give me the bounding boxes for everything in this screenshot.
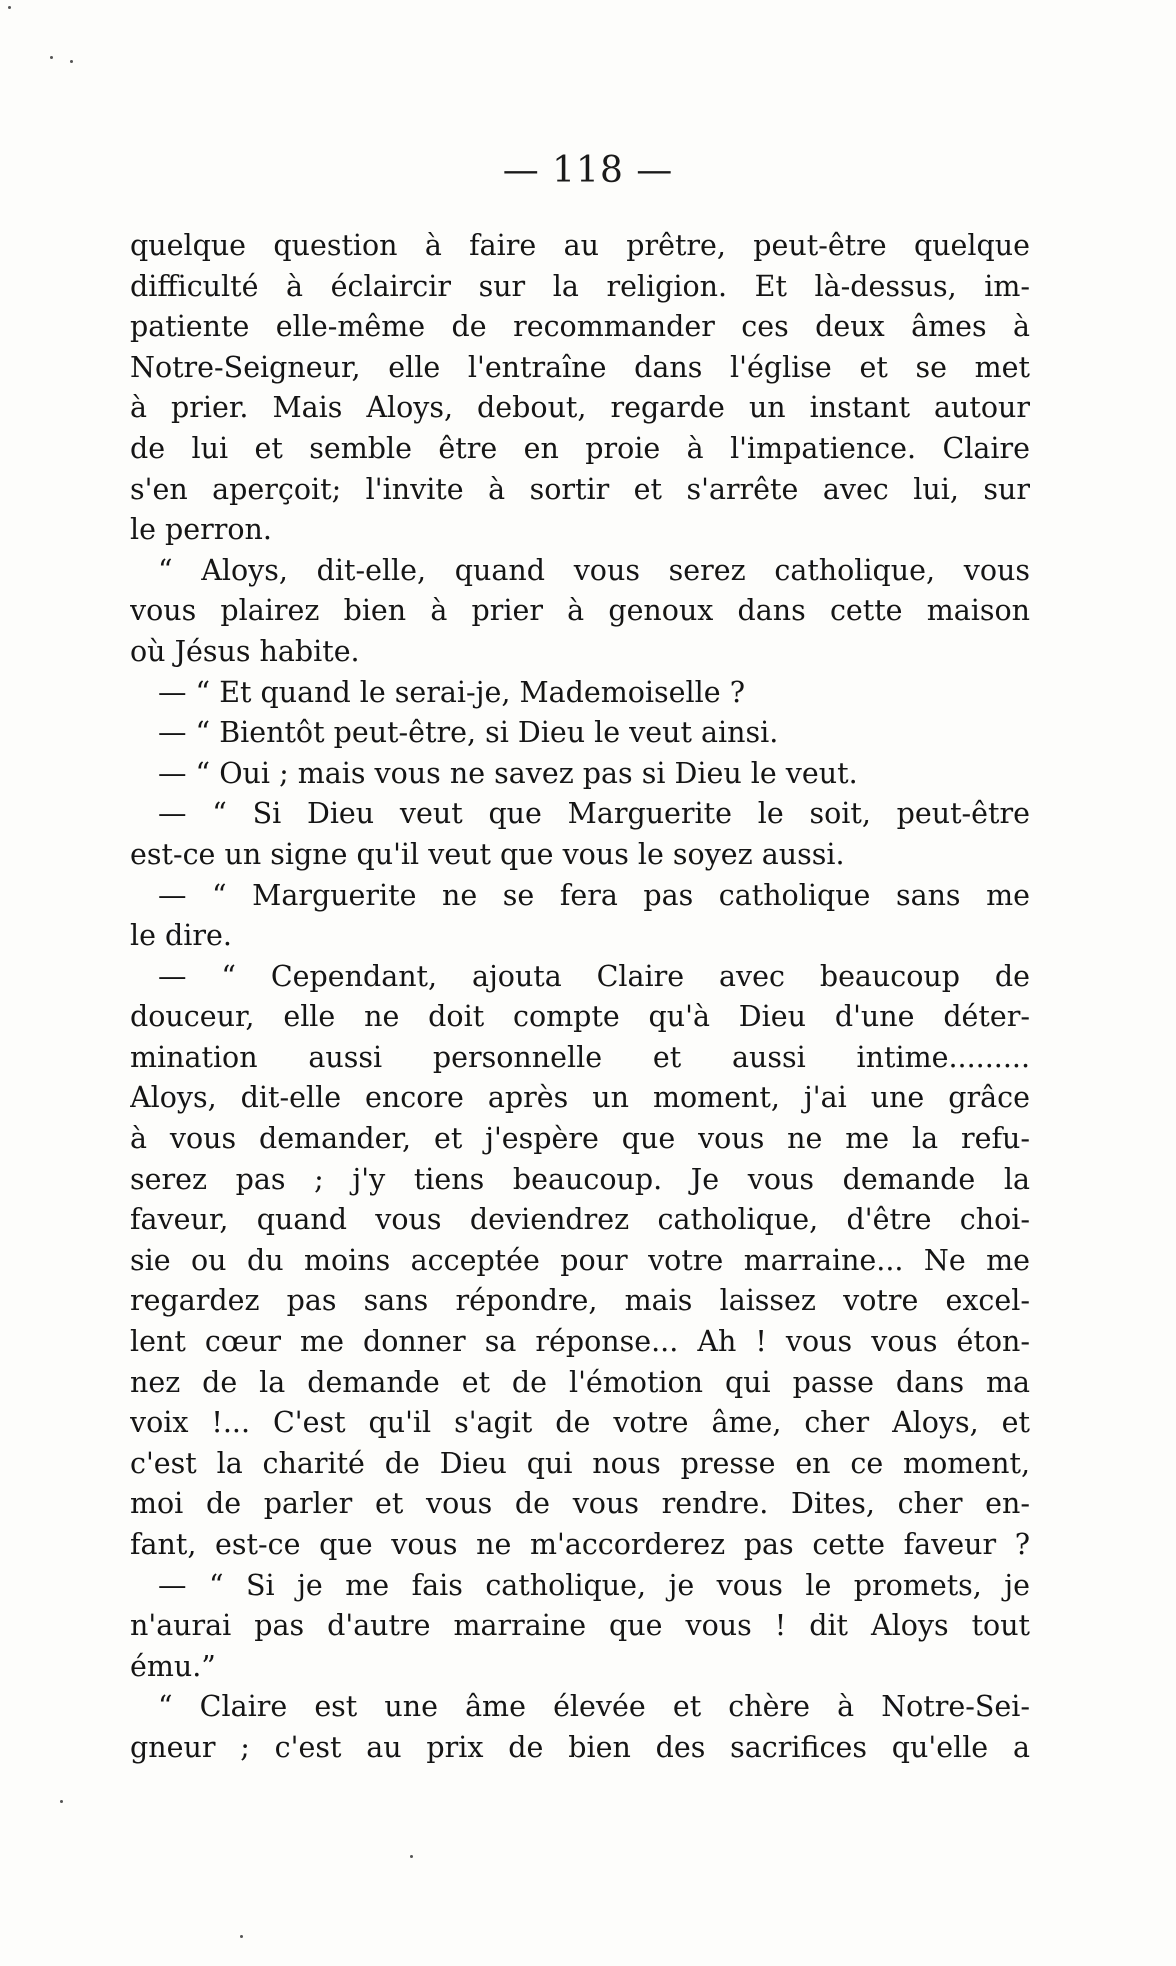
text-line: faveur, quand vous deviendrez catholique, d'être choi- — [130, 1203, 1030, 1237]
text-line: n'aurai pas d'autre marraine que vous ! dit Aloys tout — [130, 1609, 1030, 1643]
scan-speck — [8, 6, 11, 9]
text-line: le dire. — [130, 919, 232, 953]
text-line: — “ Et quand le serai-je, Mademoiselle ? — [158, 675, 745, 709]
scan-speck — [50, 56, 53, 59]
text-line: c'est la charité de Dieu qui nous presse en ce moment, — [130, 1446, 1030, 1480]
scan-speck — [60, 1800, 63, 1803]
text-line: fant, est-ce que vous ne m'accorderez pas cette faveur ? — [130, 1528, 1030, 1561]
text-line: à vous demander, et j'espère que vous ne me la refu- — [130, 1122, 1030, 1156]
text-line: s'en aperçoit; l'invite à sortir et s'arrête avec lui, sur — [130, 472, 1030, 506]
text-line: le perron. — [130, 513, 272, 547]
body-text — [130, 226, 1030, 1769]
text-line: lent cœur me donner sa réponse... Ah ! vous vous éton- — [130, 1325, 1030, 1359]
text-line: gneur ; c'est au prix de bien des sacrifices qu'elle a — [130, 1730, 1030, 1764]
text-line: est-ce un signe qu'il veut que vous le soyez aussi. — [130, 837, 845, 871]
text-line: patiente elle-même de recommander ces deux âmes à — [130, 310, 1030, 344]
text-line: nez de la demande et de l'émotion qui passe dans ma — [130, 1365, 1030, 1399]
text-line: serez pas ; j'y tiens beaucoup. Je vous demande la — [130, 1162, 1030, 1196]
text-line: regardez pas sans répondre, mais laissez votre excel- — [130, 1284, 1030, 1318]
text-line: — “ Cependant, ajouta Claire avec beaucoup de — [158, 959, 1030, 993]
text-line: — “ Si je me fais catholique, je vous le promets, je — [158, 1568, 1030, 1602]
text-line: Notre-Seigneur, elle l'entraîne dans l'église et se met — [130, 350, 1030, 384]
scan-speck — [240, 1935, 243, 1938]
scan-speck — [70, 60, 73, 63]
scan-speck — [410, 1855, 413, 1858]
text-line: “ Claire est une âme élevée et chère à Notre-Sei- — [158, 1690, 1030, 1724]
text-line: vous plairez bien à prier à genoux dans cette maison — [130, 594, 1030, 628]
text-line: “ Aloys, dit-elle, quand vous serez catholique, vous — [158, 553, 1030, 587]
text-line: douceur, elle ne doit compte qu'à Dieu d'une déter- — [130, 1000, 1030, 1034]
text-line: — “ Si Dieu veut que Marguerite le soit, peut-être — [158, 797, 1030, 831]
text-line: — “ Oui ; mais vous ne savez pas si Dieu le veut. — [158, 756, 858, 790]
text-line: mination aussi personnelle et aussi intime......... — [130, 1040, 1030, 1074]
text-line: de lui et semble être en proie à l'impatience. Claire — [130, 431, 1030, 465]
text-line: sie ou du moins acceptée pour votre marraine... Ne me — [130, 1243, 1030, 1277]
text-line: — “ Bientôt peut-être, si Dieu le veut ainsi. — [158, 716, 779, 750]
text-line: — “ Marguerite ne se fera pas catholique sans me — [158, 878, 1030, 912]
text-line: moi de parler et vous de vous rendre. Dites, cher en- — [130, 1487, 1030, 1521]
text-line: où Jésus habite. — [130, 634, 360, 668]
text-line: quelque question à faire au prêtre, peut-être quelque — [130, 229, 1030, 262]
text-line: ému.” — [130, 1649, 216, 1683]
text-line: voix !... C'est qu'il s'agit de votre âme, cher Aloys, et — [130, 1406, 1030, 1440]
text-line: Aloys, dit-elle encore après un moment, j'ai une grâce — [130, 1081, 1030, 1115]
text-line: à prier. Mais Aloys, debout, regarde un instant autour — [130, 391, 1030, 425]
text-line: difficulté à éclaircir sur la religion. Et là-dessus, im- — [130, 269, 1030, 303]
page-number: — 118 — — [502, 150, 674, 191]
